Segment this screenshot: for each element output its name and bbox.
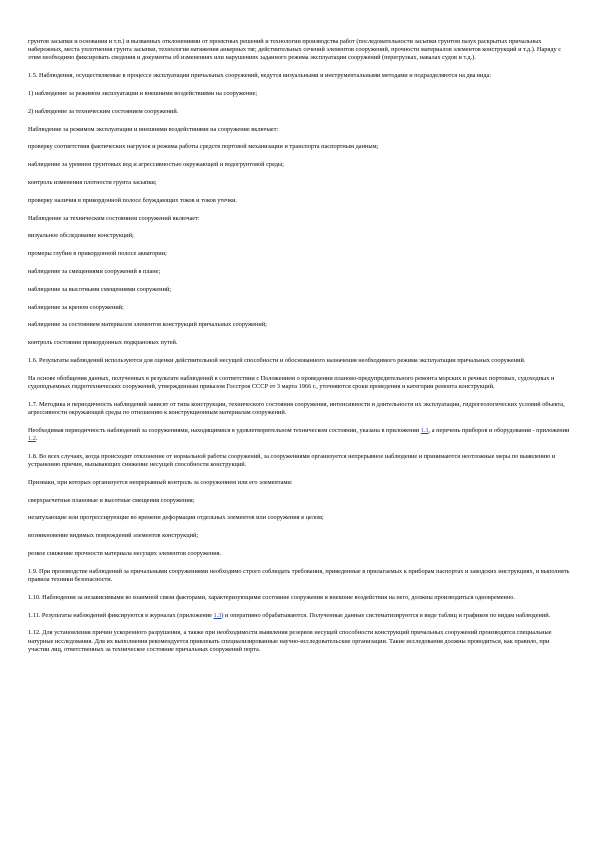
paragraph-text: ) и оперативно обрабатываются. Полученные данные систематизируются в виде таблиц и графиков по видам наблюдений. bbox=[221, 611, 551, 619]
paragraph: Наблюдение за режимом эксплуатации и внешними воздействиями на сооружение включает: bbox=[28, 125, 279, 133]
paragraph: На основе обобщения данных, полученных в результате наблюдений в соответствии с Положением о проведении планово-предупредительного ремонта морских и речных портовых, судоходных и судоподъемных гидротехнических сооружений, утвержденным приказом Госстроя СССР от 3 марта 1966 г., уточняются сроки проведения и категории ремонта конструкций. bbox=[28, 374, 555, 390]
paragraph-1-9: 1.9. При производстве наблюдений за причальными сооружениями необходимо строго соблюдать требования, приведенные в прилагаемых к приборам паспортах и заводских инструкциях, и выполнять правила техники безопасности. bbox=[28, 567, 570, 583]
list-item: возникновение видимых повреждений элементов конструкций; bbox=[28, 532, 199, 540]
paragraph-periodicity bbox=[28, 427, 570, 443]
paragraph-1-7: 1.7. Методика и периодичность наблюдений зависят от типа конструкции, технического состояния сооружения, интенсивности и длительности их эксплуатации, гидрогеологических условий объекта, агрессивности окружающей среды по отношению к конструкционным материалам сооружений. bbox=[28, 400, 565, 416]
paragraph-1-11 bbox=[28, 612, 570, 620]
list-item: наблюдение за состоянием материалов элементов конструкций причальных сооружений; bbox=[28, 321, 267, 329]
list-item: визуальное обследование конструкций; bbox=[28, 232, 134, 240]
paragraph-1-5: 1.5. Наблюдения, осуществляемые в процессе эксплуатации причальных сооружений, ведутся визуальными и инструментальными методами и подразделяются на два вида: bbox=[28, 72, 492, 80]
list-item: незатухающие или прогрессирующие во времени деформации отдельных элементов или сооружения в целом; bbox=[28, 514, 324, 522]
appendix-link-1-1[interactable]: 1.1 bbox=[420, 426, 429, 434]
paragraph-1-6: 1.6. Результаты наблюдений используются для оценки действительной несущей способности и обоснованного назначения необходимого режима эксплуатации причальных сооружений. bbox=[28, 356, 526, 364]
list-item: контроль состояния прикордонных подкрановых путей. bbox=[28, 339, 178, 347]
paragraph-1-8: 1.8. Во всех случаях, когда происходит отклонение от нормальной работы сооружений, за сооружениями организуется непрерывное наблюдение и принимаются неотложные меры по выявлению и устранению причин, вызывающих снижение несущей способности конструкций. bbox=[28, 452, 556, 468]
list-item: наблюдение за смещениями сооружений в плане; bbox=[28, 267, 161, 275]
paragraph-continuation: грунтов засыпки и основания и т.п.) и вызванных отклонениями от проектных решений и технологии производства работ (последовательности засыпки грунтом пазух раскрытых причальных набережных, места уплотнения грунта засыпки, технология натяжения анкерных тяг, действительных сечений элементов сооружений, прочности материалов элементов конструкций и т.д.). Наряду с этим необходимо фиксировать сведения и документы об изменениях или нарушениях заданного режима эксплуатации сооружений (перегрузках, навалах судов и т.д.). bbox=[28, 38, 562, 62]
paragraph-text: 1.11. Результаты наблюдений фиксируются в журналах (приложение bbox=[28, 611, 214, 619]
list-item: проверку соответствия фактических нагрузок и режима работы средств портовой механизации и транспорта паспортным данным; bbox=[28, 143, 379, 151]
list-item: 2) наблюдение за техническим состоянием сооружений. bbox=[28, 107, 179, 115]
list-item: сверхрасчетные плановые и высотные смещения сооружения; bbox=[28, 496, 195, 504]
paragraph-1-12: 1.12. Для установления причин ускоренного разрушения, а также при необходимости выявления резервов несущей способности конструкций причальных сооружений производятся специальные натурные исследования. Для их выполнения рекомендуется привлекать специализированные научно-исследовательские организации. Такие исследования должны проводиться, как правило, при участии лиц, ответственных за техническое состояние причальных сооружений порта. bbox=[28, 629, 552, 653]
paragraph-text: , а перечень приборов и оборудования - приложении bbox=[428, 426, 570, 434]
list-item: наблюдение за высотными смещениями сооружений; bbox=[28, 285, 171, 293]
appendix-link-1-3[interactable]: 1.3 bbox=[213, 611, 222, 619]
paragraph-1-10: 1.10. Наблюдения за независимыми во взаимной связи факторами, характеризующими состояние сооружения и внешние воздействия на него, должны производиться одновременно. bbox=[28, 593, 515, 601]
paragraph-text: Необходимая периодичность наблюдений за сооружениями, находящимися в удовлетворительном техническом состоянии, указана в приложении bbox=[28, 426, 421, 434]
list-item: контроль изменения плотности грунта засыпки; bbox=[28, 178, 157, 186]
list-item: наблюдение за уровнем грунтовых вод и агрессивностью окружающей и водогрунтовой среды; bbox=[28, 161, 284, 169]
paragraph: Признаки, при которых организуется непрерывный контроль за сооружением или его элементами: bbox=[28, 478, 293, 486]
paragraph-text: . bbox=[35, 434, 38, 442]
list-item: промеры глубин в прикордонной полосе акватории; bbox=[28, 250, 167, 258]
list-item: наблюдение за креном сооружений; bbox=[28, 303, 124, 311]
list-item: 1) наблюдение за режимом эксплуатации и внешними воздействиями на сооружение; bbox=[28, 90, 258, 97]
list-item: резкое снижение прочности материала несущих элементов сооружения. bbox=[28, 549, 222, 557]
list-item: проверку наличия в прикордонной полосе блуждающих токов и токов утечки. bbox=[28, 196, 238, 204]
appendix-link-1-2[interactable]: 1.2 bbox=[28, 434, 36, 442]
paragraph: Наблюдение за техническим состоянием сооружений включает: bbox=[28, 214, 200, 222]
